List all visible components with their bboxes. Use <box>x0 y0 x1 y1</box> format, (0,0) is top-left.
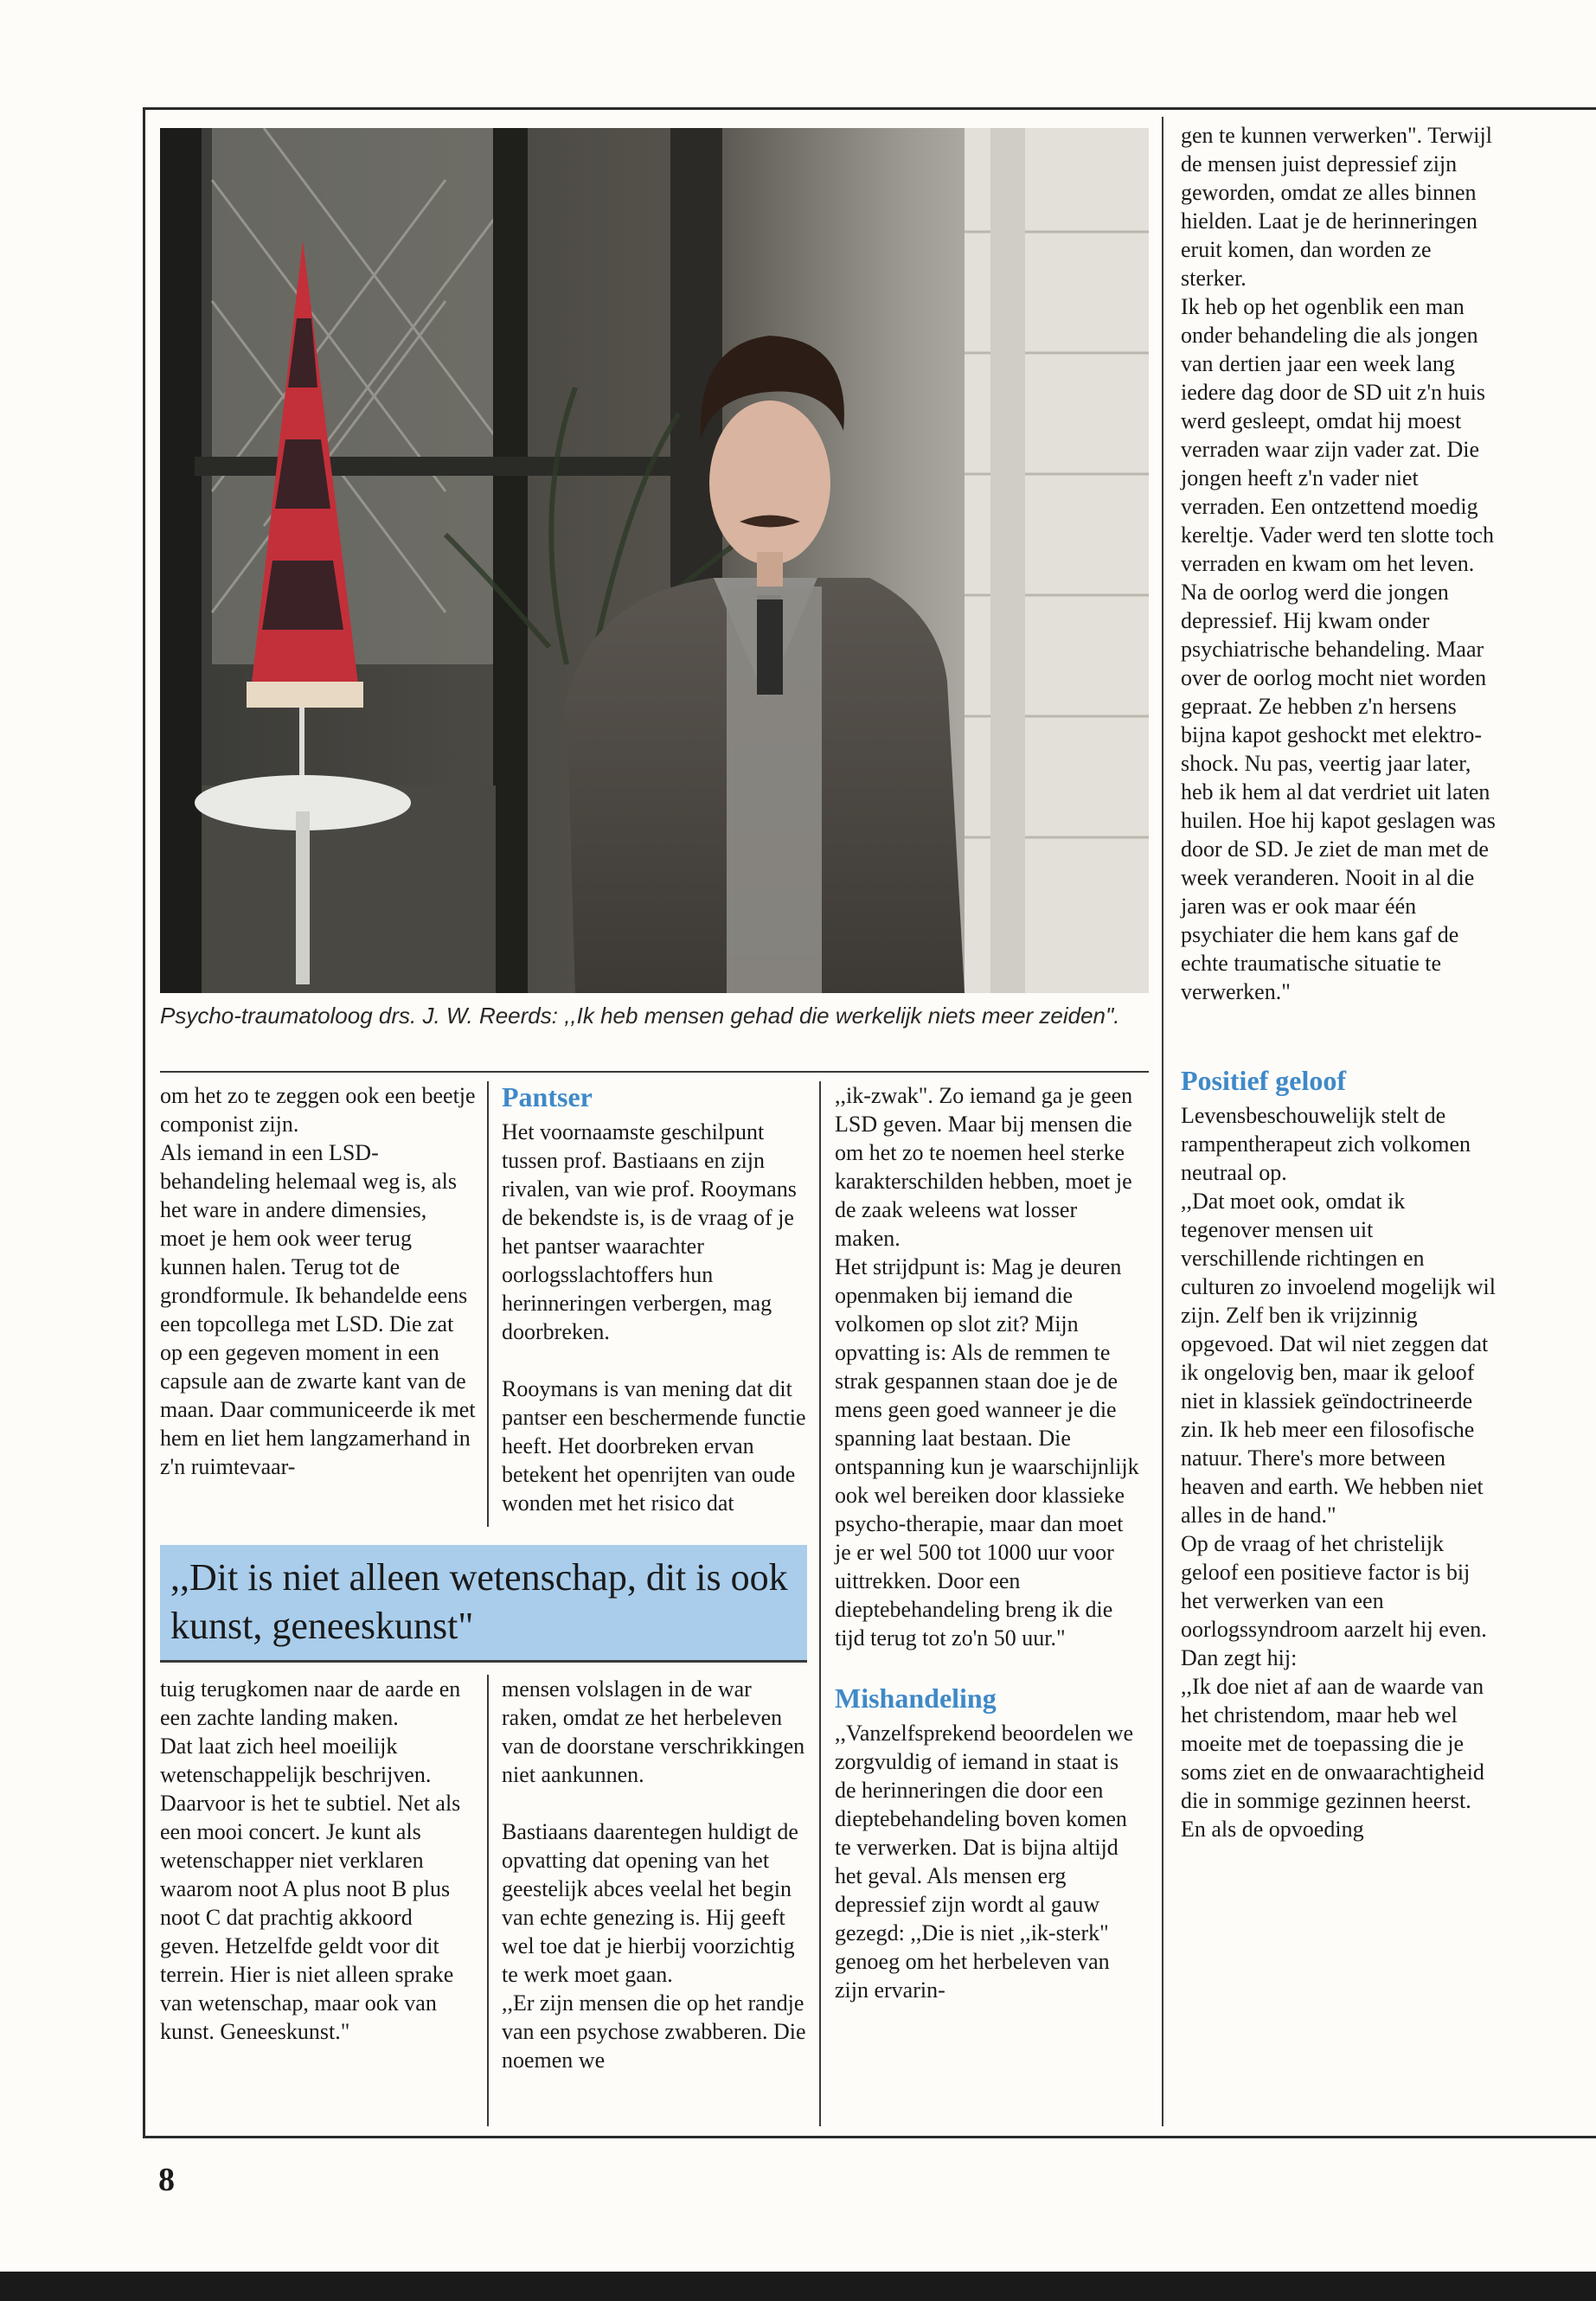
photo-caption: Psycho-traumatoloog drs. J. W. Reerds: ,,Ik heb mensen gehad die werkelijk niets meer zeiden". <box>160 1003 1120 1029</box>
portrait-photo <box>160 128 1149 993</box>
paragraph: Levensbeschouwelijk stelt de rampentherapeut zich volkomen neutraal op. <box>1181 1103 1471 1185</box>
scan-edge <box>0 2272 1596 2301</box>
paragraph: mensen volslagen in de war raken, omdat ze het herbeleven van de doorstane verschrikkingen niet aankunnen. <box>502 1676 805 1787</box>
paragraph: tuig terugkomen naar de aarde en een zachte landing maken. <box>160 1676 461 1730</box>
paragraph: Als iemand in een LSD-behandeling helemaal weg is, als het ware in andere dimensies, moet je hem ook weer terug kunnen halen. Terug tot de grondformule. Ik behandelde eens een topcollega met LSD. Die zat op een gegeven moment in een capsule aan de zwarte kant van de maan. Daar communiceerde ik met hem en liet hem langzamerhand in z'n ruimtevaar- <box>160 1140 476 1479</box>
column-divider <box>487 1081 489 1527</box>
column-divider <box>487 1675 489 2126</box>
column-4 <box>1181 121 1497 1843</box>
pull-quote: ,,Dit is niet alleen wetenschap, dit is ook kunst, geneeskunst" <box>160 1545 807 1663</box>
paragraph: ,,ik-zwak". Zo iemand ga je geen LSD geven. Maar bij mensen die om het zo te noemen heel sterke karakterschilden hebben, moet je de zaak weleens wat losser maken. <box>835 1083 1133 1251</box>
column-1-bottom <box>160 1675 476 2046</box>
paragraph: Bastiaans daarentegen huldigt de opvatting dat opening van het geestelijk abces veelal het begin van echte genezing is. Hij geeft wel toe dat je hierbij voorzichtig te werk moet gaan. <box>502 1819 798 1987</box>
paragraph: gen te kunnen verwerken". Terwijl de mensen juist depressief zijn geworden, omdat ze alles binnen hielden. Laat je de herinneringen eruit komen, dan worden ze sterker. <box>1181 123 1492 291</box>
paragraph: ,,Vanzelfsprekend beoordelen we zorgvuldig of iemand in staat is de herinneringen die door een dieptebehandeling boven komen te verwerken. Dat is bijna altijd het geval. Als mensen erg depressief zijn wordt al gauw gezegd: ,,Die is niet ,,ik-sterk" genoeg om het herbeleven van zijn ervarin- <box>835 1721 1134 2003</box>
column-2-top <box>502 1080 807 1517</box>
paragraph: Het voornaamste geschilpunt tussen prof. Bastiaans en zijn rivalen, van wie prof. Rooymans de bekendste is, is de vraag of je het pantser waarachter oorlogsslachtoffers hun herinneringen verbergen, mag doorbreken. <box>502 1119 797 1344</box>
paragraph: Dat laat zich heel moeilijk wetenschappelijk beschrijven. Daarvoor is het te subtiel. Net als een mooi concert. Je kunt als wetenschapper niet verklaren waarom noot A plus noot B plus noot C dat prachtig akkoord geven. Hetzelfde geldt voor dit terrein. Hier is niet alleen sprake van wetenschap, maar ook van kunst. Geneeskunst." <box>160 1734 461 2044</box>
paragraph: om het zo te zeggen ook een beetje componist zijn. <box>160 1083 476 1137</box>
frame-left-rule <box>143 107 145 2136</box>
paragraph: Ik heb op het ogenblik een man onder behandeling die als jongen van dertien jaar een week lang iedere dag door de SD uit z'n huis werd gesleept, omdat hij moest verraden waar zijn vader zat. Die jongen heeft z'n vader niet verraden. Een ontzettend moedig kereltje. Vader werd ten slotte toch verraden en kwam om het leven. <box>1181 294 1494 576</box>
heading-mishandeling: Mishandeling <box>835 1682 997 1714</box>
paragraph: Het strijdpunt is: Mag je deuren openmaken bij iemand die volkomen op slot zit? Mijn opvatting is: Als de remmen te strak gespannen staan doe je de mens geen goed wanneer je die spanning laat bestaan. Die ontspanning kun je waarschijnlijk ook wel bereiken door klassieke psycho-therapie, maar dan moet je er wel 500 tot 1000 uur voor uittrekken. Door een dieptebehandeling breng ik die tijd terug tot zo'n 50 uur." <box>835 1254 1139 1650</box>
heading-pantser: Pantser <box>502 1081 593 1112</box>
paragraph: ,,Ik doe niet af aan de waarde van het christendom, maar heb wel moeite met de toepassing die je soms ziet en de onwaarachtigheid die in sommige gezinnen heerst. En als de opvoeding <box>1181 1674 1484 1842</box>
paragraph: Op de vraag of het christelijk geloof een positieve factor is bij het verwerken van een oorlogssyndroom aarzelt hij even. Dan zegt hij: <box>1181 1531 1487 1670</box>
paragraph: ,,Dat moet ook, omdat ik tegenover mensen uit verschillende richtingen en culturen zo invoelend mogelijk wil zijn. Zelf ben ik vrijzinnig opgevoed. Dat wil niet zeggen dat ik ongelovig ben, maar ik geloof niet in klassiek geïndoctrineerde zin. Ik heb meer een filosofische natuur. There's more between heaven and earth. We hebben niet alles in de hand." <box>1181 1189 1496 1528</box>
column-divider <box>819 1081 821 2126</box>
paragraph: ,,Er zijn mensen die op het randje van een psychose zwabberen. Die noemen we <box>502 1990 806 2073</box>
caption-rule <box>160 1071 1149 1073</box>
heading-positief-geloof: Positief geloof <box>1181 1065 1347 1096</box>
paragraph: Rooymans is van mening dat dit pantser een beschermende functie heeft. Het doorbreken ervan betekent het openrijten van oude wonden met het risico dat <box>502 1376 806 1516</box>
page-number: 8 <box>158 2162 175 2198</box>
column-divider <box>1162 117 1163 2126</box>
column-3 <box>835 1081 1142 2004</box>
column-1-top <box>160 1081 476 1481</box>
frame-top-rule <box>143 107 1596 110</box>
column-2-bottom <box>502 1675 807 2074</box>
frame-bottom-rule <box>143 2136 1596 2138</box>
paragraph: Na de oorlog werd die jongen depressief. Hij kwam onder psychiatrische behandeling. Maar over de oorlog mocht niet worden gepraat. Ze hebben z'n hersens bijna kapot geshockt met elektro-shock. Nu pas, veertig jaar later, heb ik hem al dat verdriet uit laten huilen. Hoe hij kapot geslagen was door de SD. Je ziet de man met de week veranderen. Nooit in al die jaren was er ook maar één psychiater die hem kans gaf de echte traumatische situatie te verwerken." <box>1181 580 1496 1004</box>
